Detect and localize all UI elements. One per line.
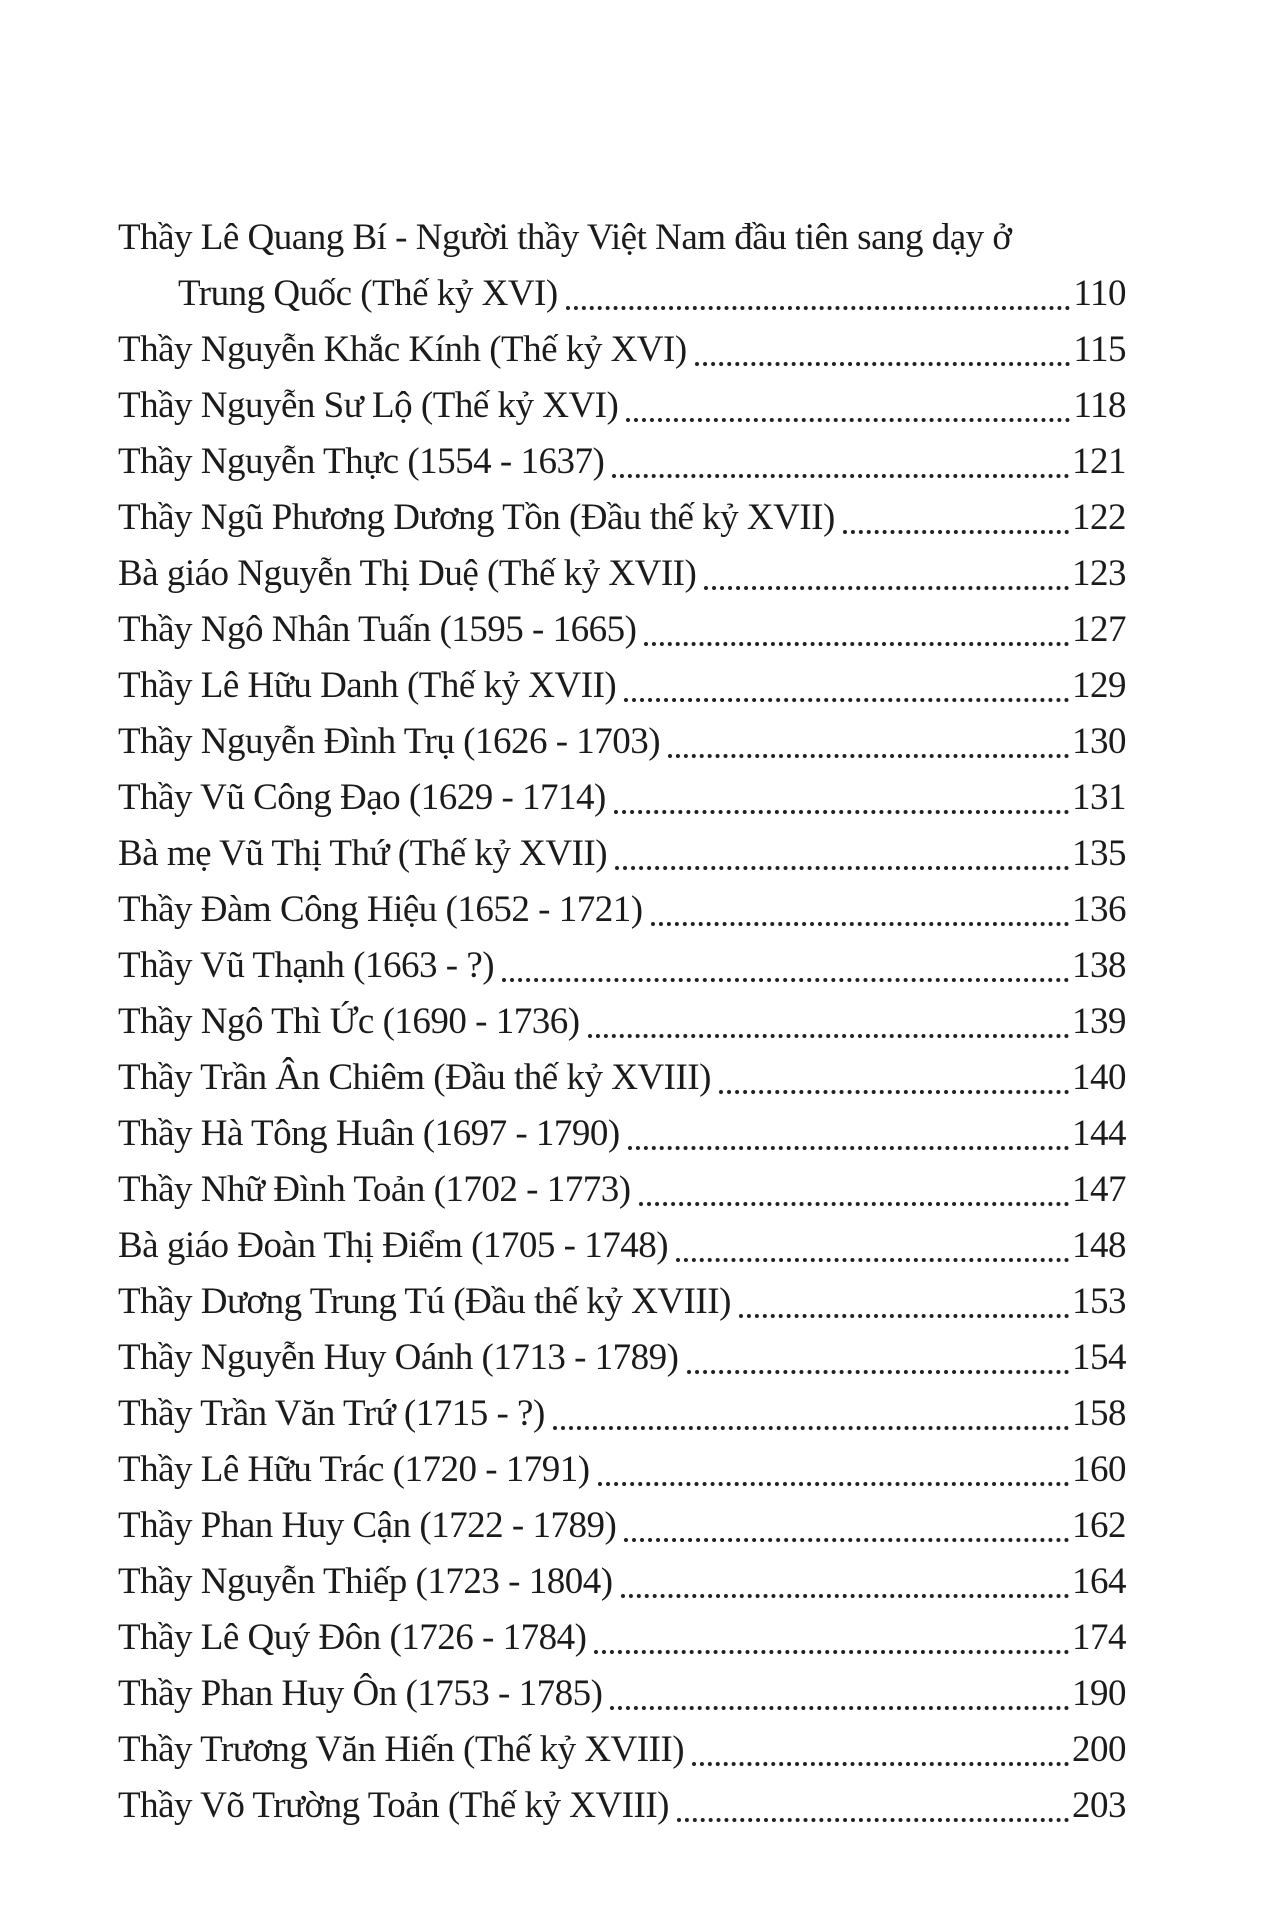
toc-entry-page-number: 164 <box>1072 1561 1126 1602</box>
dot-leader <box>692 1762 1069 1766</box>
toc-entry-page-number: 115 <box>1073 329 1126 370</box>
toc-entry-title: Thầy Phan Huy Cận (1722 - 1789) <box>118 1505 617 1546</box>
dot-leader <box>610 1706 1069 1710</box>
toc-entry-title: Thầy Lê Quý Đôn (1726 - 1784) <box>118 1617 587 1658</box>
dot-leader <box>626 418 1070 422</box>
dot-leader <box>676 1258 1069 1262</box>
toc-entry-page-number: 129 <box>1072 665 1126 706</box>
toc-entry-title: Thầy Nguyễn Huy Oánh (1713 - 1789) <box>118 1337 679 1378</box>
toc-entry-title: Thầy Trần Ân Chiêm (Đầu thế kỷ XVIII) <box>118 1057 711 1098</box>
dot-leader <box>502 978 1069 982</box>
toc-entry-title: Thầy Nguyễn Khắc Kính (Thế kỷ XVI) <box>118 329 687 370</box>
dot-leader <box>695 362 1071 366</box>
dot-leader <box>843 530 1069 534</box>
toc-entry-title: Thầy Dương Trung Tú (Đầu thế kỷ XVIII) <box>118 1281 731 1322</box>
toc-entry-page-number: 140 <box>1072 1057 1126 1098</box>
toc-entry <box>118 938 1126 994</box>
dot-leader <box>668 754 1069 758</box>
dot-leader <box>639 1202 1069 1206</box>
toc-entry <box>118 434 1126 490</box>
toc-entry <box>118 1554 1126 1610</box>
toc-entry-page-number: 144 <box>1072 1113 1126 1154</box>
dot-leader <box>704 586 1069 590</box>
toc-entry-page-number: 123 <box>1072 553 1126 594</box>
toc-entry-page-number: 160 <box>1072 1449 1126 1490</box>
dot-leader <box>594 1650 1069 1654</box>
toc-entry-page-number: 153 <box>1072 1281 1126 1322</box>
toc-entry-page-number: 154 <box>1072 1337 1126 1378</box>
toc-entry-title: Thầy Nguyễn Đình Trụ (1626 - 1703) <box>118 721 661 762</box>
toc-entry-title: Thầy Vũ Thạnh (1663 - ?) <box>118 945 495 986</box>
dot-leader <box>612 474 1069 478</box>
toc-entry-page-number: 135 <box>1072 833 1126 874</box>
toc-entry-page-number: 147 <box>1072 1169 1126 1210</box>
dot-leader <box>624 698 1069 702</box>
toc-entry-title: Thầy Lê Hữu Danh (Thế kỷ XVII) <box>118 665 617 706</box>
toc-entry <box>118 1778 1126 1834</box>
toc-entry-title: Thầy Lê Quang Bí - Người thầy Việt Nam đầu tiên sang dạy ở <box>118 217 1012 258</box>
toc-entry-title: Bà mẹ Vũ Thị Thứ (Thế kỷ XVII) <box>118 833 608 874</box>
toc-entry-title: Thầy Võ Trường Toản (Thế kỷ XVIII) <box>118 1785 669 1826</box>
toc-entry <box>118 1442 1126 1498</box>
toc-entry <box>118 994 1126 1050</box>
toc-entry <box>118 1666 1126 1722</box>
toc-entry-title: Bà giáo Đoàn Thị Điểm (1705 - 1748) <box>118 1225 669 1266</box>
toc-entry-title: Thầy Phan Huy Ôn (1753 - 1785) <box>118 1673 603 1714</box>
toc-entry-page-number: 148 <box>1072 1225 1126 1266</box>
toc-entry <box>118 1050 1126 1106</box>
toc-entry-page-number: 136 <box>1072 889 1126 930</box>
toc-entry <box>118 1162 1126 1218</box>
dot-leader <box>588 1034 1069 1038</box>
toc-entry-title: Thầy Trương Văn Hiến (Thế kỷ XVIII) <box>118 1729 685 1770</box>
toc-entry-title: Thầy Trần Văn Trứ (1715 - ?) <box>118 1393 545 1434</box>
toc-entry <box>118 1498 1126 1554</box>
toc-entry-title: Thầy Hà Tông Huân (1697 - 1790) <box>118 1113 620 1154</box>
dot-leader <box>598 1482 1069 1486</box>
toc-entry-page-number: 127 <box>1072 609 1126 650</box>
toc-entry <box>118 378 1126 434</box>
toc-entry-page-number: 110 <box>1073 273 1126 314</box>
toc-entry-title: Thầy Nguyễn Thực (1554 - 1637) <box>118 441 605 482</box>
toc-page <box>118 210 1126 1834</box>
toc-entry-title: Bà giáo Nguyễn Thị Duệ (Thế kỷ XVII) <box>118 553 697 594</box>
toc-entry-page-number: 121 <box>1072 441 1126 482</box>
dot-leader <box>614 810 1069 814</box>
toc-entry <box>118 1218 1126 1274</box>
dot-leader <box>739 1314 1069 1318</box>
toc-entry-page-number: 139 <box>1072 1001 1126 1042</box>
toc-entry-page-number: 162 <box>1072 1505 1126 1546</box>
dot-leader <box>651 922 1069 926</box>
toc-entry-title: Thầy Đàm Công Hiệu (1652 - 1721) <box>118 889 643 930</box>
toc-entry <box>118 826 1126 882</box>
dot-leader <box>615 866 1069 870</box>
dot-leader <box>553 1426 1069 1430</box>
toc-entry <box>118 1610 1126 1666</box>
toc-entry <box>118 1106 1126 1162</box>
dot-leader <box>624 1538 1069 1542</box>
toc-entry-title: Trung Quốc (Thế kỷ XVI) <box>178 273 558 314</box>
toc-entry <box>118 546 1126 602</box>
toc-entry-title: Thầy Lê Hữu Trác (1720 - 1791) <box>118 1449 590 1490</box>
toc-entry <box>118 1386 1126 1442</box>
toc-entry <box>118 210 1126 266</box>
dot-leader <box>644 642 1069 646</box>
toc-entry-page-number: 131 <box>1072 777 1126 818</box>
toc-entry <box>118 322 1126 378</box>
toc-entry-page-number: 122 <box>1072 497 1126 538</box>
toc-entry-page-number: 158 <box>1072 1393 1126 1434</box>
toc-entry <box>118 770 1126 826</box>
toc-entry <box>118 714 1126 770</box>
dot-leader <box>628 1146 1069 1150</box>
dot-leader <box>719 1090 1069 1094</box>
toc-entry-page-number: 174 <box>1072 1617 1126 1658</box>
toc-entry <box>118 658 1126 714</box>
toc-entry-title: Thầy Ngô Thì Ức (1690 - 1736) <box>118 1001 580 1042</box>
dot-leader <box>687 1370 1070 1374</box>
toc-entry-page-number: 203 <box>1072 1785 1126 1826</box>
toc-entry <box>118 490 1126 546</box>
toc-entry-page-number: 190 <box>1072 1673 1126 1714</box>
toc-entry <box>118 882 1126 938</box>
toc-entry <box>118 1274 1126 1330</box>
toc-entry <box>118 1330 1126 1386</box>
toc-entry-title: Thầy Ngũ Phương Dương Tồn (Đầu thế kỷ XVII) <box>118 497 835 538</box>
toc-entry-page-number: 138 <box>1072 945 1126 986</box>
toc-entry-page-number: 130 <box>1072 721 1126 762</box>
dot-leader <box>677 1818 1069 1822</box>
toc-entry-title: Thầy Nhữ Đình Toản (1702 - 1773) <box>118 1169 631 1210</box>
toc-entry-title: Thầy Nguyễn Thiếp (1723 - 1804) <box>118 1561 613 1602</box>
toc-entry-title: Thầy Vũ Công Đạo (1629 - 1714) <box>118 777 606 818</box>
toc-entry-page-number: 118 <box>1073 385 1126 426</box>
toc-entry <box>118 1722 1126 1778</box>
toc-entry <box>118 602 1126 658</box>
toc-entry-page-number: 200 <box>1072 1729 1126 1770</box>
toc-entry-title: Thầy Nguyễn Sư Lộ (Thế kỷ XVI) <box>118 385 619 426</box>
dot-leader <box>621 1594 1069 1598</box>
dot-leader <box>566 306 1071 310</box>
toc-entry-continuation <box>118 266 1126 322</box>
toc-entry-title: Thầy Ngô Nhân Tuấn (1595 - 1665) <box>118 609 637 650</box>
